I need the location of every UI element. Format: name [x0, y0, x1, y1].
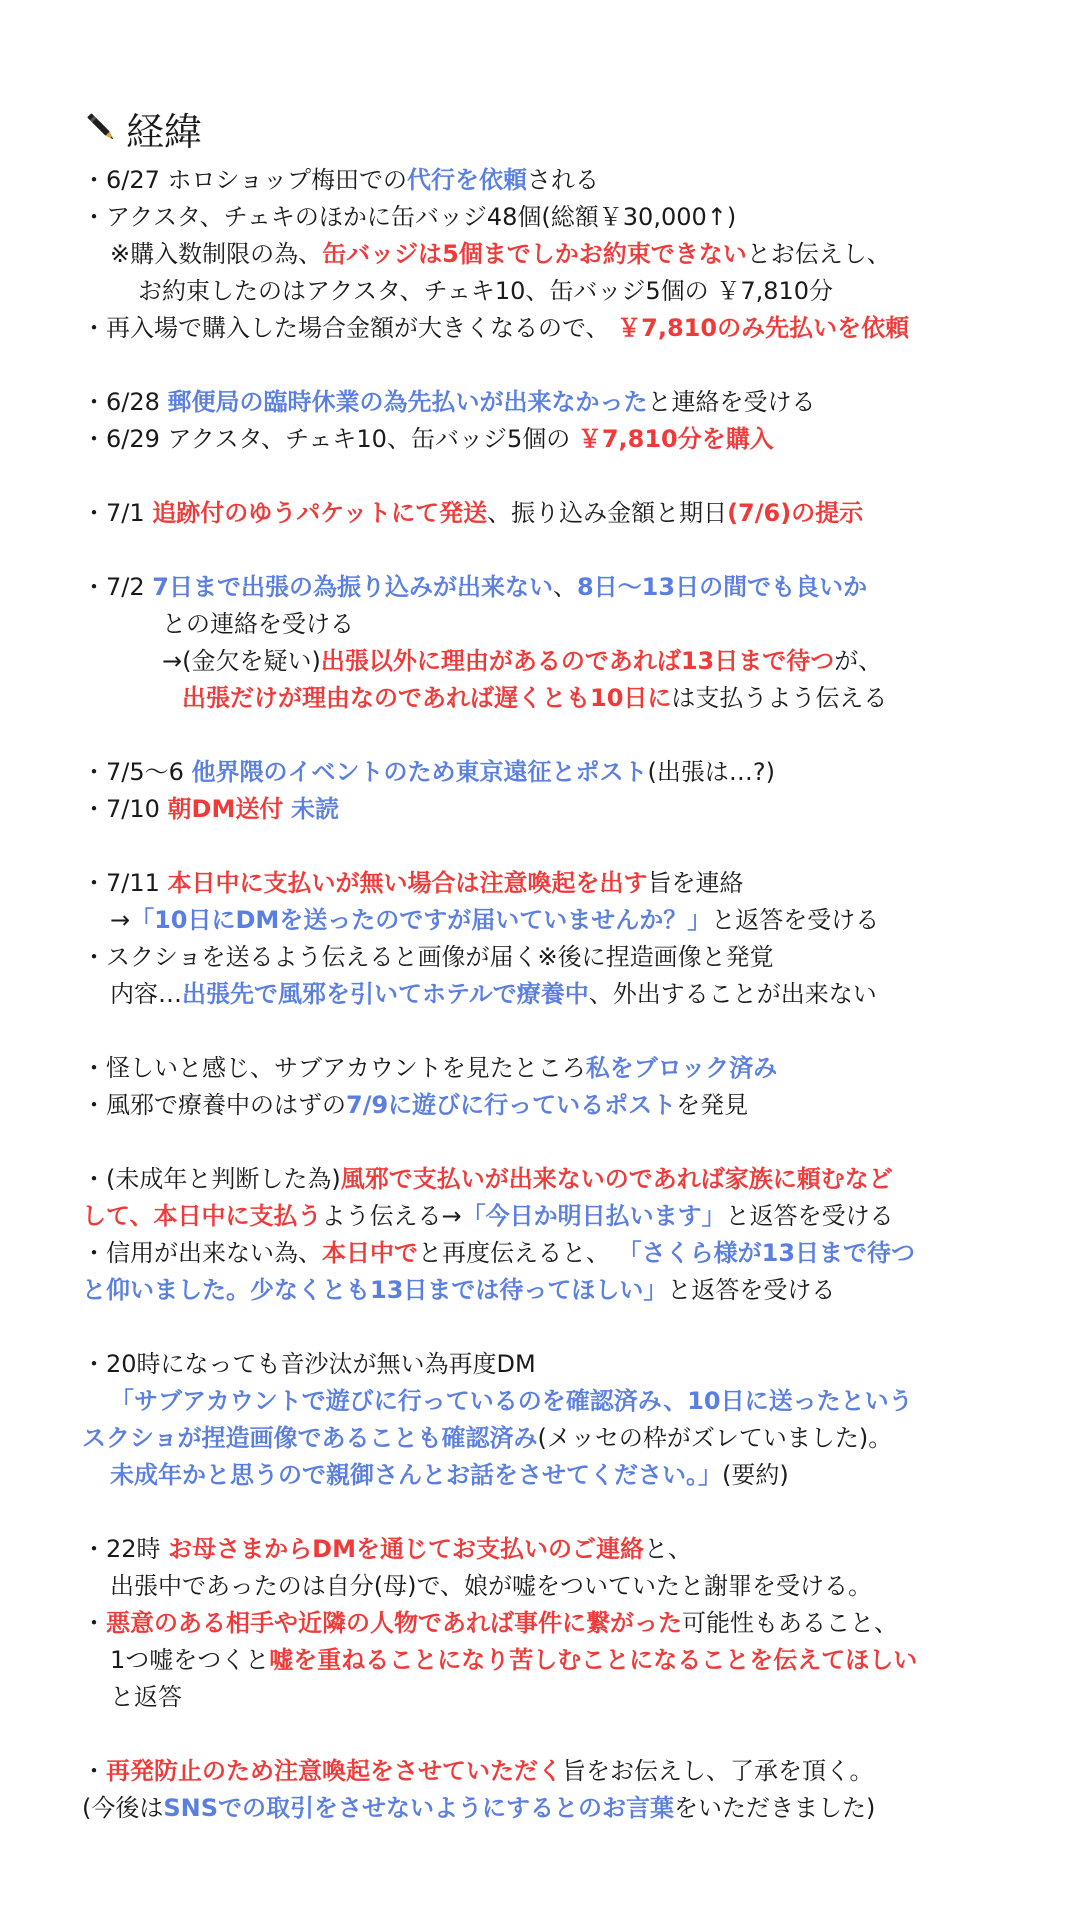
- text-segment: と返答を受ける: [725, 1202, 894, 1230]
- highlight-segment: 嘘を重ねることになり苦しむことになることを伝えてほしい: [269, 1646, 918, 1674]
- highlight-segment: 未読: [290, 795, 339, 823]
- highlight-segment: 追跡付のゆうパケットにて発送: [152, 499, 488, 527]
- highlight-segment: 「今日か明日払います」: [461, 1202, 726, 1230]
- highlight-segment: スクショが捏造画像であることも確認済み: [82, 1424, 538, 1452]
- spacer: [82, 717, 1020, 754]
- text-segment: と、: [643, 1535, 692, 1563]
- text-segment: ・22時: [82, 1535, 169, 1563]
- text-segment: が、: [834, 647, 883, 675]
- spacer: [82, 1013, 1020, 1050]
- text-segment: (要約): [722, 1461, 789, 1489]
- page-title: 経緯: [126, 109, 203, 154]
- spacer: [82, 1716, 1020, 1753]
- text-segment: ・怪しいと感じ、サブアカウントを見たところ: [82, 1054, 586, 1082]
- highlight-segment: 悪意のある相手や近隣の人物であれば事件に繋がった: [106, 1609, 682, 1637]
- text-line: [82, 1198, 1020, 1235]
- highlight-segment: 「さくら様が13日まで待つ: [617, 1239, 916, 1267]
- text-segment: をいただきました): [674, 1794, 876, 1822]
- spacer: [82, 1494, 1020, 1531]
- highlight-segment: 郵便局の臨時休業の為先払いが出来なかった: [167, 388, 648, 416]
- text-line: [82, 1420, 1020, 1457]
- text-line: [82, 310, 1020, 347]
- highlight-segment: お母さまからDMを通じてお支払いのご連絡: [168, 1535, 644, 1563]
- spacer: [82, 1124, 1020, 1161]
- text-line: [82, 1753, 1020, 1790]
- text-segment: ・(未成年と判断した為): [82, 1165, 341, 1193]
- text-segment: と連絡を受ける: [647, 388, 816, 416]
- text-segment: ・7/5〜6: [82, 758, 192, 786]
- spacer: [82, 347, 1020, 384]
- text-line: [82, 1272, 1020, 1309]
- text-line: [82, 1161, 1020, 1198]
- text-segment: お約束したのはアクスタ、チェキ10、缶バッジ5個の ￥7,810分: [138, 277, 834, 305]
- text-segment: ・: [82, 1757, 106, 1785]
- highlight-segment: と仰いました。少なくとも13日までは待ってほしい」: [82, 1276, 668, 1304]
- text-line: [82, 1383, 1020, 1420]
- highlight-segment: して、本日中に支払う: [82, 1202, 322, 1230]
- text-segment: ・信用が出来ない為、: [82, 1239, 322, 1267]
- text-segment: 、: [552, 573, 577, 601]
- text-segment: と返答を受ける: [667, 1276, 836, 1304]
- text-segment: 内容…: [110, 980, 182, 1008]
- highlight-segment: 出張だけが理由なのであれば遅くとも10日に: [182, 684, 672, 712]
- pen-icon: [82, 108, 122, 148]
- text-segment: ・再入場で購入した場合金額が大きくなるので、: [82, 314, 618, 342]
- highlight-segment: 代行を依頼: [407, 166, 528, 194]
- text-line: [82, 902, 1020, 939]
- text-segment: ・20時になっても音沙汰が無い為再度DM: [82, 1350, 536, 1378]
- text-segment: よう伝える→: [321, 1202, 462, 1230]
- highlight-segment: 再発防止のため注意喚起をさせていただく: [106, 1757, 562, 1785]
- text-line: [82, 1605, 1020, 1642]
- text-line: [82, 1235, 1020, 1272]
- spacer: [82, 1309, 1020, 1346]
- text-line: [82, 421, 1020, 458]
- text-segment: ・アクスタ、チェキのほかに缶バッジ48個(総額￥30,000↑): [82, 203, 737, 231]
- text-line: [82, 1568, 1020, 1605]
- highlight-segment: 本日中で: [322, 1239, 418, 1267]
- spacer: [82, 828, 1020, 865]
- highlight-segment: ￥7,810分を購入: [577, 425, 774, 453]
- text-segment: との連絡を受ける: [162, 610, 354, 638]
- text-line: [82, 643, 1020, 680]
- highlight-segment: SNSでの取引をさせないようにするとのお言葉: [163, 1794, 675, 1822]
- text-line: [82, 1679, 1020, 1716]
- text-segment: 旨を連絡: [647, 869, 744, 897]
- highlight-segment: 風邪で支払いが出来ないのであれば家族に頼むなど: [340, 1165, 893, 1193]
- text-segment: 可能性もあること、: [682, 1609, 898, 1637]
- text-line: [82, 162, 1020, 199]
- text-line: [82, 606, 1020, 643]
- text-line: [82, 1087, 1020, 1124]
- highlight-segment: 缶バッジは5個までしかお約束できない: [322, 240, 747, 268]
- text-segment: を発見: [676, 1091, 749, 1119]
- text-segment: (メッセの枠がズレていました)。: [537, 1424, 893, 1452]
- text-segment: [283, 795, 291, 823]
- text-segment: →: [110, 906, 131, 934]
- highlight-segment: 7/9に遊びに行っているポスト: [346, 1091, 677, 1119]
- highlight-segment: ￥7,810のみ先払いを依頼: [617, 314, 910, 342]
- text-line: [82, 273, 1020, 310]
- text-line: [82, 976, 1020, 1013]
- highlight-segment: 8日〜13日の間でも良いか: [576, 573, 868, 601]
- text-segment: と返答を受ける: [711, 906, 880, 934]
- text-segment: ・6/27 ホロショップ梅田での: [82, 166, 408, 194]
- text-segment: 出張中であったのは自分(母)で、娘が嘘をついていたと謝罪を受ける。: [110, 1572, 873, 1600]
- text-line: [82, 865, 1020, 902]
- text-segment: ・7/1: [82, 499, 153, 527]
- text-segment: と返答: [110, 1683, 182, 1711]
- text-line: [82, 236, 1020, 273]
- highlight-segment: 未成年かと思うので親御さんとお話をさせてください。」: [110, 1461, 722, 1489]
- text-segment: 旨をお伝えし、了承を頂く。: [562, 1757, 874, 1785]
- text-segment: される: [527, 166, 600, 194]
- text-line: [82, 791, 1020, 828]
- text-line: [82, 1790, 1020, 1827]
- text-line: [82, 680, 1020, 717]
- text-segment: (今後は: [82, 1794, 164, 1822]
- text-segment: 1つ嘘をつくと: [110, 1646, 270, 1674]
- text-segment: ※購入数制限の為、: [110, 240, 323, 268]
- highlight-segment: 出張先で風邪を引いてホテルで療養中: [182, 980, 589, 1008]
- text-segment: とお伝えし、: [746, 240, 891, 268]
- text-segment: ・風邪で療養中のはずの: [82, 1091, 346, 1119]
- text-segment: ・7/11: [82, 869, 168, 897]
- highlight-segment: 「10日にDMを送ったのですが届いていませんか？」: [130, 906, 712, 934]
- spacer: [82, 458, 1020, 495]
- text-segment: (出張は…?): [647, 758, 775, 786]
- text-line: [82, 1642, 1020, 1679]
- text-segment: は支払うよう伝える: [671, 684, 888, 712]
- text-line: [82, 1346, 1020, 1383]
- text-segment: ・7/2: [82, 573, 153, 601]
- highlight-segment: 7日まで出張の為振り込みが出来ない: [152, 573, 553, 601]
- highlight-segment: 私をブロック済み: [585, 1054, 778, 1082]
- text-line: [82, 569, 1020, 606]
- text-segment: ・スクショを送るよう伝えると画像が届く※後に捏造画像と発覚: [82, 943, 774, 971]
- highlight-segment: 本日中に支払いが無い場合は注意喚起を出す: [167, 869, 648, 897]
- highlight-segment: 朝DM送付: [167, 795, 284, 823]
- text-line: [82, 1531, 1020, 1568]
- highlight-segment: 出張以外に理由があるのであれば13日まで待つ: [320, 647, 835, 675]
- spacer: [82, 532, 1020, 569]
- highlight-segment: 「サブアカウントで遊びに行っているのを確認済み、10日に送ったという: [110, 1387, 913, 1415]
- text-segment: →(金欠を疑い): [162, 647, 321, 675]
- timeline-content: [82, 162, 1020, 1827]
- highlight-segment: 他界隈のイベントのため東京遠征とポスト: [191, 758, 648, 786]
- text-line: [82, 754, 1020, 791]
- text-segment: ・7/10: [82, 795, 168, 823]
- highlight-segment: (7/6)の提示: [727, 499, 864, 527]
- text-line: [82, 1050, 1020, 1087]
- text-segment: ・: [82, 1609, 106, 1637]
- title-row: [82, 100, 1020, 156]
- text-segment: ・6/28: [82, 388, 168, 416]
- text-line: [82, 1457, 1020, 1494]
- text-line: [82, 495, 1020, 532]
- text-line: [82, 384, 1020, 421]
- text-segment: 、外出することが出来ない: [588, 980, 877, 1008]
- text-segment: と再度伝えると、: [418, 1239, 618, 1267]
- text-segment: 、振り込み金額と期日: [487, 499, 728, 527]
- text-line: [82, 939, 1020, 976]
- text-line: [82, 199, 1020, 236]
- text-segment: ・6/29 アクスタ、チェキ10、缶バッジ5個の: [82, 425, 578, 453]
